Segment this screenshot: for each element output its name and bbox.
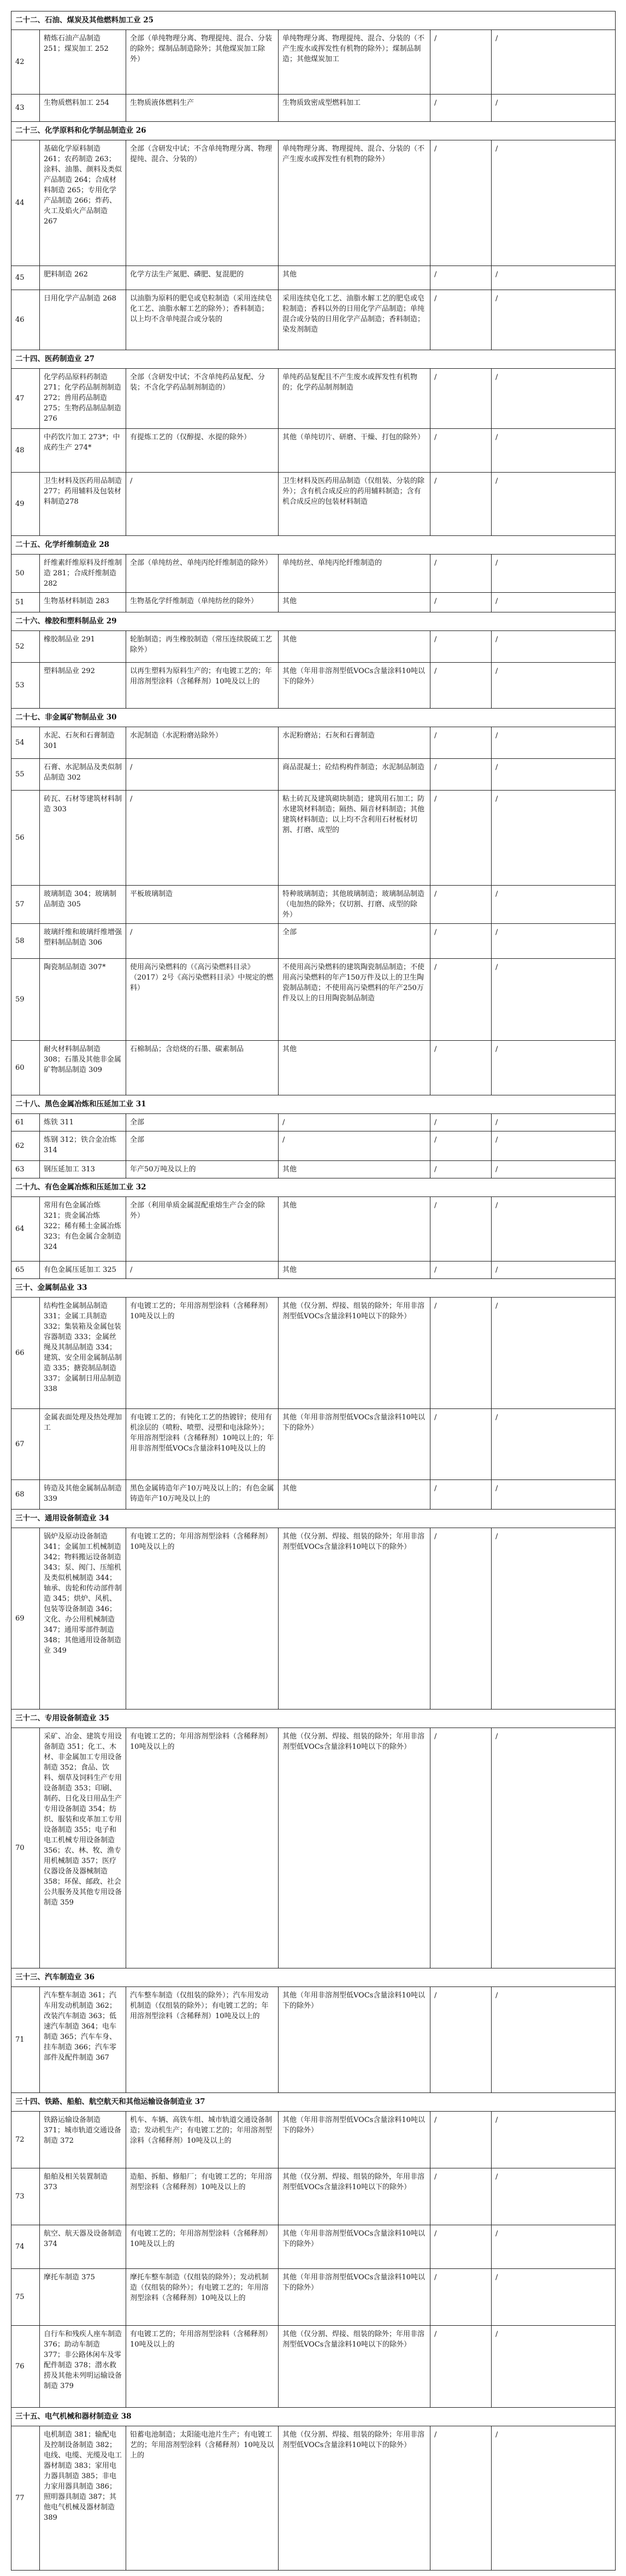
- report-category-b: 其他（年用非溶剂型低VOCs含量涂料10吨以下的除外）: [279, 2112, 430, 2168]
- report-category-a: 机车、车辆、高铁车组、城市轨道交通设备制造；发动机生产；有电镀工艺的；年用溶剂型涂料（含稀释剂）10吨及以上的: [126, 2112, 279, 2168]
- report-category-b: 其他（年用非溶剂型低VOCs含量涂料10吨以下的除外）: [279, 1987, 430, 2093]
- category-c: /: [430, 555, 492, 593]
- industry-category: 炼钢 312；铁合金冶炼 314: [40, 1131, 126, 1161]
- table-row: [11, 2426, 616, 2571]
- row-number: 74: [11, 2225, 40, 2269]
- industry-category: 船舶及相关装置制造 373: [40, 2168, 126, 2225]
- table-row: [11, 593, 616, 612]
- report-category-a: 有电镀工艺的；年用溶剂型涂料（含稀释剂）10吨及以上的: [126, 1298, 279, 1409]
- section-header-row: [11, 1968, 616, 1987]
- category-c: /: [430, 1262, 492, 1279]
- row-number: 77: [11, 2426, 40, 2571]
- table-row: [11, 30, 616, 95]
- report-category-a: 全部（含研发中试；不含单纯物理分离、物理提纯、混合、分装的）: [126, 140, 279, 266]
- report-category-b: 其他: [279, 1161, 430, 1178]
- table-row: [11, 1161, 616, 1178]
- section-title: 三十四、铁路、船舶、航空航天和其他运输设备制造业 37: [11, 2093, 616, 2112]
- section-title: 二十三、化学原料和化学制品制造业 26: [11, 122, 616, 140]
- table-row: [11, 886, 616, 924]
- table-row: [11, 759, 616, 791]
- industry-category: 摩托车制造 375: [40, 2269, 126, 2326]
- table-row: [11, 555, 616, 593]
- report-category-a: 铅蓄电池制造；太阳能电池片生产；有电镀工艺的；年用溶剂型涂料（含稀释剂）10吨及以上的: [126, 2426, 279, 2571]
- category-c: /: [430, 1197, 492, 1262]
- industry-category: 纤维素纤维原料及纤维制造 281；合成纤维制造 282: [40, 555, 126, 593]
- category-d: /: [492, 791, 616, 886]
- report-category-b: 不使用高污染燃料的建筑陶瓷制品制造；不使用高污染燃料的年产150万件及以上的卫生陶瓷制品制造；不使用高污染燃料的年产250万件及以上的日用陶瓷制品制造: [279, 959, 430, 1041]
- industry-category: 中药饮片加工 273*；中成药生产 274*: [40, 429, 126, 473]
- category-c: /: [430, 886, 492, 924]
- report-category-b: 其他（仅分割、焊接、组装的除外；年用非溶剂型低VOCs含量涂料10吨以下的除外）: [279, 1298, 430, 1409]
- category-d: /: [492, 2168, 616, 2225]
- industry-category: 电机制造 381；输配电及控制设备制造 382；电线、电缆、光缆及电工器材制造 383；家用电力器具制造 385；非电力家用器具制造 386；照明器具制造 387；其他电气机械及器材制造 389: [40, 2426, 126, 2571]
- category-c: /: [430, 631, 492, 663]
- report-category-b: 其他（年用非溶剂型低VOCs含量涂料10吨以下的除外）: [279, 2269, 430, 2326]
- section-header-row: [11, 536, 616, 555]
- industry-category: 塑料制品业 292: [40, 663, 126, 709]
- report-category-b: 其他: [279, 266, 430, 290]
- report-category-b: 其他（年用非溶剂型低VOCs含量涂料10吨以下的除外）: [279, 2225, 430, 2269]
- report-category-a: 使用高污染燃料的（《高污染燃料目录》（2017）2号《高污染燃料目录》中规定的燃料）: [126, 959, 279, 1041]
- industry-category: 陶瓷制品制造 307*: [40, 959, 126, 1041]
- row-number: 62: [11, 1131, 40, 1161]
- category-c: /: [430, 140, 492, 266]
- table-row: [11, 631, 616, 663]
- section-title: 三十五、电气机械和器材制造业 38: [11, 2408, 616, 2426]
- category-c: /: [430, 2426, 492, 2571]
- section-header-row: [11, 122, 616, 140]
- report-category-a: /: [126, 473, 279, 536]
- section-title: 二十二、石油、煤炭及其他燃料加工业 25: [11, 11, 616, 30]
- category-d: /: [492, 886, 616, 924]
- category-c: /: [430, 593, 492, 612]
- section-header-row: [11, 11, 616, 30]
- category-d: /: [492, 1298, 616, 1409]
- industry-category: 常用有色金属冶炼 321；贵金属冶炼 322；稀有稀土金属冶炼 323；有色金属合金制造 324: [40, 1197, 126, 1262]
- report-category-b: 其他: [279, 1041, 430, 1095]
- report-category-b: 单纯纺丝、单纯丙纶纤维制造的: [279, 555, 430, 593]
- industry-category: 金属表面处理及热处理加工: [40, 1409, 126, 1480]
- table-row: [11, 924, 616, 959]
- category-c: /: [430, 1131, 492, 1161]
- category-c: /: [430, 2112, 492, 2168]
- report-category-b: /: [279, 1131, 430, 1161]
- category-c: /: [430, 473, 492, 536]
- row-number: 66: [11, 1298, 40, 1409]
- section-title: 二十四、医药制造业 27: [11, 350, 616, 369]
- category-d: /: [492, 2112, 616, 2168]
- report-category-b: 单纯物理分离、物理提纯、混合、分装的（不产生废水或挥发性有机物的除外）: [279, 140, 430, 266]
- category-d: /: [492, 30, 616, 95]
- category-d: /: [492, 140, 616, 266]
- category-c: /: [430, 924, 492, 959]
- category-d: /: [492, 1409, 616, 1480]
- category-d: /: [492, 290, 616, 350]
- report-category-a: /: [126, 1262, 279, 1279]
- section-header-row: [11, 1510, 616, 1528]
- table-row: [11, 1480, 616, 1510]
- category-c: /: [430, 2326, 492, 2408]
- row-number: 54: [11, 727, 40, 759]
- category-d: /: [492, 1728, 616, 1968]
- row-number: 69: [11, 1528, 40, 1710]
- row-number: 71: [11, 1987, 40, 2093]
- report-category-b: 单纯物理分离、物理提纯、混合、分装的（不产生废水或挥发性有机物的除外）；煤制品制造；其他煤炭加工: [279, 30, 430, 95]
- row-number: 51: [11, 593, 40, 612]
- report-category-b: 其他: [279, 1480, 430, 1510]
- report-category-b: 其他（仅分割、焊接、组装的除外，年用非溶剂型低VOCs含量涂料10吨以下的除外）: [279, 2168, 430, 2225]
- category-c: /: [430, 727, 492, 759]
- industry-category: 精炼石油产品制造 251；煤炭加工 252: [40, 30, 126, 95]
- industry-category: 卫生材料及医药用品制造 277；药用辅料及包装材料制造278: [40, 473, 126, 536]
- row-number: 64: [11, 1197, 40, 1262]
- section-title: 三十三、汽车制造业 36: [11, 1968, 616, 1987]
- table-row: [11, 2326, 616, 2408]
- industry-category: 有色金属压延加工 325: [40, 1262, 126, 1279]
- report-category-a: 有提炼工艺的（仅醇提、水提的除外）: [126, 429, 279, 473]
- category-c: /: [430, 1298, 492, 1409]
- table-row: [11, 1728, 616, 1968]
- table-row: [11, 2225, 616, 2269]
- report-category-a: 全部（单纯纺丝、单纯丙纶纤维制造的除外）: [126, 555, 279, 593]
- industry-category: 生物质燃料加工 254: [40, 95, 126, 122]
- category-d: /: [492, 473, 616, 536]
- category-d: /: [492, 266, 616, 290]
- report-category-a: 生物质液体燃料生产: [126, 95, 279, 122]
- table-row: [11, 1409, 616, 1480]
- category-c: /: [430, 369, 492, 429]
- table-row: [11, 140, 616, 266]
- category-c: /: [430, 2225, 492, 2269]
- category-c: /: [430, 1409, 492, 1480]
- report-category-a: /: [126, 791, 279, 886]
- industry-category: 肥料制造 262: [40, 266, 126, 290]
- industry-classification-document: [11, 11, 615, 2571]
- report-category-b: /: [279, 1114, 430, 1131]
- table-row: [11, 1528, 616, 1710]
- table-body: [11, 11, 616, 2571]
- section-header-row: [11, 2408, 616, 2426]
- row-number: 47: [11, 369, 40, 429]
- row-number: 76: [11, 2326, 40, 2408]
- section-title: 三十二、专用设备制造业 35: [11, 1710, 616, 1728]
- category-d: /: [492, 1161, 616, 1178]
- table-row: [11, 95, 616, 122]
- industry-category: 砖瓦、石材等建筑材料制造 303: [40, 791, 126, 886]
- report-category-a: 全部（单纯物理分离、物理提纯、混合、分装的除外；煤制品制造除外；其他煤炭加工除外）: [126, 30, 279, 95]
- table-row: [11, 663, 616, 709]
- table-row: [11, 1298, 616, 1409]
- table-row: [11, 2269, 616, 2326]
- section-header-row: [11, 709, 616, 727]
- report-category-b: 卫生材料及医药用品制造（仅组装、分装的除外）；含有机合成反应的药用辅料制造；含有机合成反应的包装材料制造: [279, 473, 430, 536]
- table-row: [11, 959, 616, 1041]
- industry-category: 结构性金属制品制造 331；金属工具制造 332；集装箱及金属包装容器制造 333；金属丝绳及其制品制造 334；建筑、安全用金属制品制造 335；搪瓷制品制造 337；金属制日用品制造 338: [40, 1298, 126, 1409]
- category-d: /: [492, 1114, 616, 1131]
- row-number: 67: [11, 1409, 40, 1480]
- category-c: /: [430, 959, 492, 1041]
- category-d: /: [492, 631, 616, 663]
- table-row: [11, 1197, 616, 1262]
- row-number: 42: [11, 30, 40, 95]
- report-category-a: 汽车整车制造（仅组装的除外）；汽车用发动机制造（仅组装的除外）；有电镀工艺的；年用溶剂型涂料（含稀释剂）10吨及以上的: [126, 1987, 279, 2093]
- table-row: [11, 1131, 616, 1161]
- row-number: 59: [11, 959, 40, 1041]
- section-title: 二十八、黑色金属冶炼和压延加工业 31: [11, 1095, 616, 1114]
- category-d: /: [492, 1197, 616, 1262]
- report-category-a: 以再生塑料为原料生产的；有电镀工艺的；年用溶剂型涂料（含稀释剂）10吨及以上的: [126, 663, 279, 709]
- industry-category: 炼铁 311: [40, 1114, 126, 1131]
- section-title: 三十、金属制品业 33: [11, 1279, 616, 1298]
- category-c: /: [430, 30, 492, 95]
- report-category-b: 其他（仅分割、焊接、组装的除外；年用非溶剂型低VOCs含量涂料10吨以下的除外）: [279, 2426, 430, 2571]
- category-d: /: [492, 727, 616, 759]
- row-number: 70: [11, 1728, 40, 1968]
- report-category-b: 其他（年用非溶剂型低VOCs含量涂料10吨以下的除外）: [279, 1409, 430, 1480]
- table-row: [11, 2168, 616, 2225]
- report-category-a: 以油脂为原料的肥皂或皂粒制造（采用连续皂化工艺、油脂水解工艺的除外）；香料制造；以上均不含单纯混合或分装的: [126, 290, 279, 350]
- category-c: /: [430, 1480, 492, 1510]
- row-number: 68: [11, 1480, 40, 1510]
- industry-category: 基础化学原料制造 261；农药制造 263；涂料、油墨、颜料及类似产品制造 264；合成材料制造 265；专用化学产品制造 266；炸药、火工及焰火产品制造 267: [40, 140, 126, 266]
- report-category-b: 全部: [279, 924, 430, 959]
- category-c: /: [430, 290, 492, 350]
- section-header-row: [11, 1279, 616, 1298]
- industry-category: 生物基材料制造 283: [40, 593, 126, 612]
- category-d: /: [492, 759, 616, 791]
- row-number: 60: [11, 1041, 40, 1095]
- category-d: /: [492, 555, 616, 593]
- industry-category: 钢压延加工 313: [40, 1161, 126, 1178]
- category-c: /: [430, 1987, 492, 2093]
- row-number: 55: [11, 759, 40, 791]
- category-d: /: [492, 1131, 616, 1161]
- report-category-a: 有电镀工艺的；有钝化工艺的热镀锌；使用有机涂层的（喷粉、喷塑、浸塑和电泳除外）；年用溶剂型涂料（含稀释剂）10吨以上的；年用非溶剂型低VOCs含量涂料10吨及以上的: [126, 1409, 279, 1480]
- industry-category: 耐火材料制品制造 308；石墨及其他非金属矿物制品制造 309: [40, 1041, 126, 1095]
- report-category-a: 有电镀工艺的；年用溶剂型涂料（含稀释剂）10吨及以上的: [126, 1528, 279, 1710]
- industry-category: 自行车和残疾人座车制造 376；助动车制造 377；非公路休闲车及零配件制造 378；潜水救捞及其他未列明运输设备制造 379: [40, 2326, 126, 2408]
- row-number: 50: [11, 555, 40, 593]
- report-category-a: 生物基化学纤维制造（单纯纺丝的除外）: [126, 593, 279, 612]
- industry-category: 铁路运输设备制造 371；城市轨道交通设备制造 372: [40, 2112, 126, 2168]
- report-category-a: 全部（含研发中试；不含单纯药品复配、分装；不含化学药品制剂制造的）: [126, 369, 279, 429]
- category-d: /: [492, 1987, 616, 2093]
- report-category-a: 化学方法生产氮肥、磷肥、复混肥的: [126, 266, 279, 290]
- row-number: 53: [11, 663, 40, 709]
- report-category-b: 其他（单纯切片、研磨、干燥、打包的除外）: [279, 429, 430, 473]
- category-d: /: [492, 593, 616, 612]
- industry-category: 化学药品原料药制造 271；化学药品制剂制造 272；兽用药品制造 275；生物药品制品制造 276: [40, 369, 126, 429]
- row-number: 44: [11, 140, 40, 266]
- report-category-a: /: [126, 924, 279, 959]
- table-row: [11, 1114, 616, 1131]
- category-c: /: [430, 2269, 492, 2326]
- report-category-b: 其他（仅分割、焊接、组装的除外；年用非溶剂型低VOCs含量涂料10吨以下的除外）: [279, 2326, 430, 2408]
- category-d: /: [492, 429, 616, 473]
- report-category-a: 石棉制品；含焙烧的石墨、碳素制品: [126, 1041, 279, 1095]
- industry-category: 汽车整车制造 361；汽车用发动机制造 362；改装汽车制造 363；低速汽车制造 364；电车制造 365；汽车车身、挂车制造 366；汽车零部件及配件制造 367: [40, 1987, 126, 2093]
- report-category-a: 年产50万吨及以上的: [126, 1161, 279, 1178]
- category-c: /: [430, 759, 492, 791]
- industry-category: 水泥、石灰和石膏制造 301: [40, 727, 126, 759]
- category-c: /: [430, 95, 492, 122]
- report-category-b: 粘土砖瓦及建筑砌块制造；建筑用石加工；防水建筑材料制造；隔热、隔音材料制造；其他建筑材料制造；以上均不含利用石材板材切割、打磨、成型的: [279, 791, 430, 886]
- category-d: /: [492, 1528, 616, 1710]
- industry-category: 石膏、水泥制品及类似制品制造 302: [40, 759, 126, 791]
- report-category-a: 摩托车整车制造（仅组装的除外）；发动机制造（仅组装的除外）；有电镀工艺的；年用溶剂型涂料（含稀释剂）10吨及以上的: [126, 2269, 279, 2326]
- category-d: /: [492, 2326, 616, 2408]
- report-category-a: 有电镀工艺的；年用溶剂型涂料（含稀释剂）10吨及以上的: [126, 2225, 279, 2269]
- category-c: /: [430, 429, 492, 473]
- report-category-b: 其他: [279, 1262, 430, 1279]
- report-category-b: 其他: [279, 593, 430, 612]
- section-header-row: [11, 1178, 616, 1197]
- industry-category: 日用化学产品制造 268: [40, 290, 126, 350]
- report-category-b: 其他（仅分割、焊接、组装的除外；年用非溶剂型低VOCs含量涂料10吨以下的除外）: [279, 1528, 430, 1710]
- category-c: /: [430, 1041, 492, 1095]
- row-number: 72: [11, 2112, 40, 2168]
- table-row: [11, 1987, 616, 2093]
- section-title: 二十九、有色金属冶炼和压延加工业 32: [11, 1178, 616, 1197]
- row-number: 65: [11, 1262, 40, 1279]
- report-category-b: 采用连续皂化工艺、油脂水解工艺的肥皂或皂粒制造；香料以外的日用化学产品制造；单纯混合或分装的日用化学产品制造；香料制造；染发剂制造: [279, 290, 430, 350]
- report-category-b: 商品混凝土；砼结构构件制造；水泥制品制造: [279, 759, 430, 791]
- table-row: [11, 369, 616, 429]
- row-number: 45: [11, 266, 40, 290]
- table-row: [11, 429, 616, 473]
- category-c: /: [430, 266, 492, 290]
- industry-category: 铸造及其他金属制品制造 339: [40, 1480, 126, 1510]
- table-row: [11, 290, 616, 350]
- report-category-a: 平板玻璃制造: [126, 886, 279, 924]
- table-row: [11, 2112, 616, 2168]
- report-category-b: 单纯药品复配且不产生废水或挥发性有机物的；化学药品制剂制造: [279, 369, 430, 429]
- row-number: 73: [11, 2168, 40, 2225]
- industry-category: 橡胶制品业 291: [40, 631, 126, 663]
- row-number: 48: [11, 429, 40, 473]
- category-d: /: [492, 2225, 616, 2269]
- report-category-a: /: [126, 759, 279, 791]
- category-c: /: [430, 791, 492, 886]
- row-number: 58: [11, 924, 40, 959]
- row-number: 49: [11, 473, 40, 536]
- section-header-row: [11, 2093, 616, 2112]
- report-category-b: 其他（仅分割、焊接、组装的除外；年用非溶剂型低VOCs含量涂料10吨以下的除外）: [279, 1728, 430, 1968]
- category-d: /: [492, 1480, 616, 1510]
- row-number: 75: [11, 2269, 40, 2326]
- category-c: /: [430, 663, 492, 709]
- row-number: 61: [11, 1114, 40, 1131]
- table-row: [11, 727, 616, 759]
- category-c: /: [430, 2168, 492, 2225]
- report-category-b: 其他（年用非溶剂型低VOCs含量涂料10吨以下的除外）: [279, 663, 430, 709]
- industry-category: 航空、航天器及设备制造 374: [40, 2225, 126, 2269]
- section-header-row: [11, 612, 616, 631]
- industry-category: 锅炉及原动设备制造 341；金属加工机械制造 342；物料搬运设备制造 343；泵、阀门、压缩机及类似机械制造 344；轴承、齿轮和传动部件制造 345；烘炉、风机、包装等设备制造 346；文化、办公用机械制造 347；通用零部件制造 348；其他通用设备制造业 349: [40, 1528, 126, 1710]
- category-d: /: [492, 663, 616, 709]
- section-title: 二十六、橡胶和塑料制品业 29: [11, 612, 616, 631]
- report-category-b: 特种玻璃制造；其他玻璃制造；玻璃制品制造（电加热的除外；仅切割、打磨、成型的除外）: [279, 886, 430, 924]
- category-d: /: [492, 1262, 616, 1279]
- table-row: [11, 266, 616, 290]
- category-d: /: [492, 924, 616, 959]
- industry-category: 采矿、冶金、建筑专用设备制造 351；化工、木材、非金属加工专用设备制造 352；食品、饮料、烟草及饲料生产专用设备制造 353；印刷、制药、日化及日用品生产专用设备制造 354；纺织、服装和皮革加工专用设备制造 355；电子和电工机械专用设备制造 356；农、林、牧、渔专用机械制造 357；医疗仪器设备及器械制造 358；环保、邮政、社会公共服务及其他专用设备制造 359: [40, 1728, 126, 1968]
- category-c: /: [430, 1528, 492, 1710]
- table-row: [11, 1262, 616, 1279]
- section-header-row: [11, 1095, 616, 1114]
- category-d: /: [492, 95, 616, 122]
- report-category-a: 水泥制造（水泥粉磨站除外）: [126, 727, 279, 759]
- category-d: /: [492, 2269, 616, 2326]
- row-number: 57: [11, 886, 40, 924]
- row-number: 46: [11, 290, 40, 350]
- industry-category: 玻璃纤维和玻璃纤维增强塑料制品制造 306: [40, 924, 126, 959]
- report-category-a: 造船、拆船、修船厂；有电镀工艺的；年用溶剂型涂料（含稀释剂）10吨及以上的: [126, 2168, 279, 2225]
- category-c: /: [430, 1114, 492, 1131]
- section-header-row: [11, 350, 616, 369]
- section-title: 三十一、通用设备制造业 34: [11, 1510, 616, 1528]
- category-d: /: [492, 2426, 616, 2571]
- report-category-b: 水泥粉磨站；石灰和石膏制造: [279, 727, 430, 759]
- industry-category: 玻璃制造 304；玻璃制品制造 305: [40, 886, 126, 924]
- category-d: /: [492, 369, 616, 429]
- report-category-b: 其他: [279, 631, 430, 663]
- report-category-a: 全部（利用单质金属混配重熔生产合金的除外）: [126, 1197, 279, 1262]
- section-header-row: [11, 1710, 616, 1728]
- table-row: [11, 1041, 616, 1095]
- report-category-b: 生物质致密成型燃料加工: [279, 95, 430, 122]
- report-category-a: 全部: [126, 1131, 279, 1161]
- row-number: 43: [11, 95, 40, 122]
- category-c: /: [430, 1161, 492, 1178]
- row-number: 56: [11, 791, 40, 886]
- report-category-a: 黑色金属铸造年产10万吨及以上的；有色金属铸造年产10万吨及以上的: [126, 1480, 279, 1510]
- category-d: /: [492, 1041, 616, 1095]
- section-title: 二十七、非金属矿物制品业 30: [11, 709, 616, 727]
- report-category-a: 轮胎制造；再生橡胶制造（常压连续脱硫工艺除外）: [126, 631, 279, 663]
- report-category-a: 有电镀工艺的；年用溶剂型涂料（含稀释剂）10吨及以上的: [126, 1728, 279, 1968]
- report-category-a: 有电镀工艺的；年用溶剂型涂料（含稀释剂）10吨及以上的: [126, 2326, 279, 2408]
- classification-table: [11, 11, 616, 2571]
- report-category-a: 全部: [126, 1114, 279, 1131]
- section-title: 二十五、化学纤维制造业 28: [11, 536, 616, 555]
- table-row: [11, 791, 616, 886]
- report-category-b: 其他: [279, 1197, 430, 1262]
- row-number: 52: [11, 631, 40, 663]
- table-row: [11, 473, 616, 536]
- category-c: /: [430, 1728, 492, 1968]
- row-number: 63: [11, 1161, 40, 1178]
- category-d: /: [492, 959, 616, 1041]
